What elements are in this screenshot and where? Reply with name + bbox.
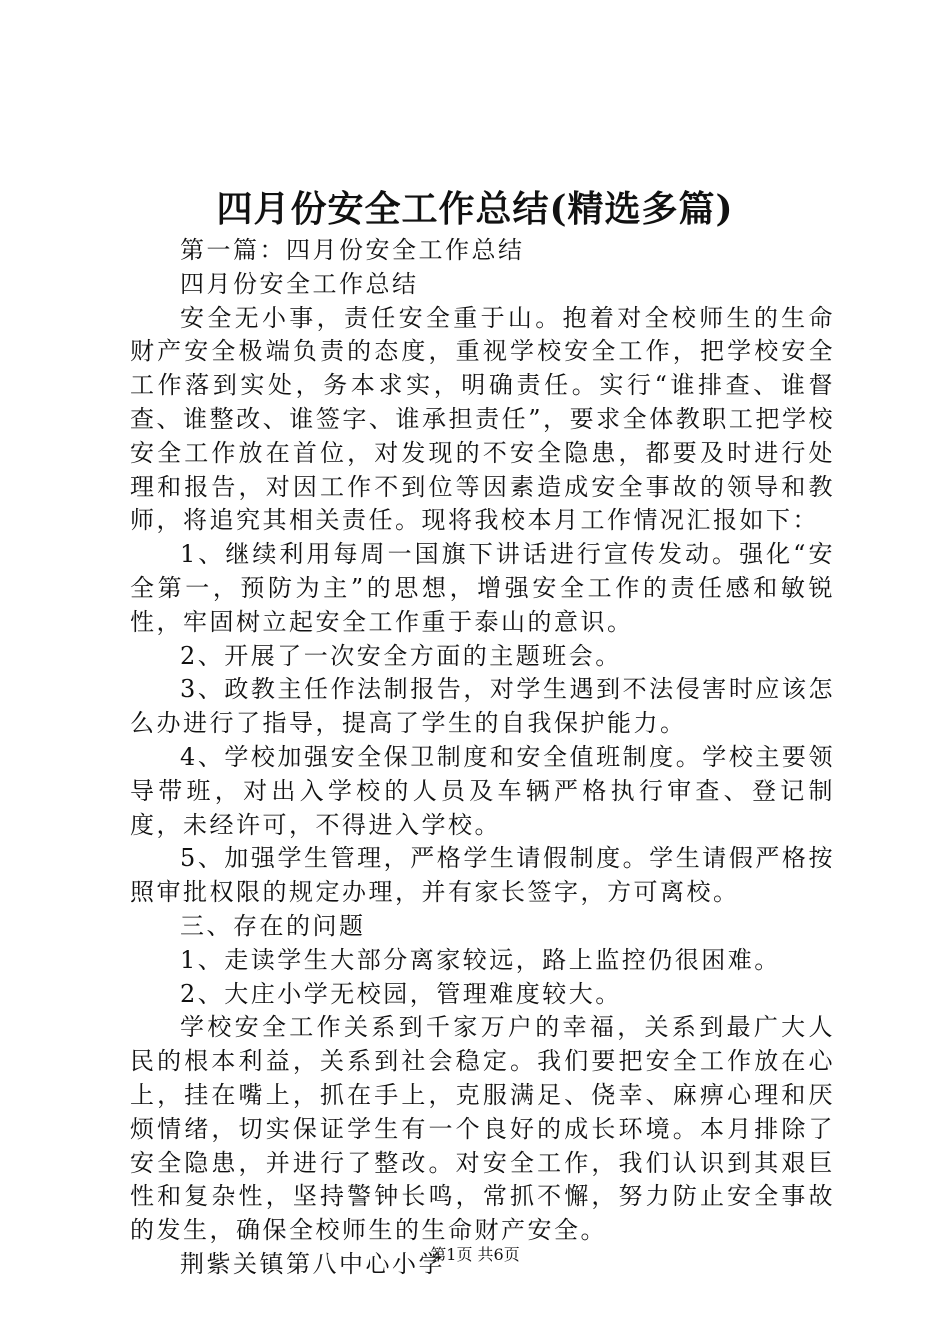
- list-item-1: 1、继续利用每周一国旗下讲话进行宣传发动。强化“安全第一，预防为主”的思想，增强安全工作的责任感和敏锐性，牢固树立起安全工作重于泰山的意识。: [130, 540, 835, 636]
- problem-item-1: 1、走读学生大部分离家较远，路上监控仍很困难。: [180, 945, 781, 974]
- problem-item-2: 2、大庄小学无校园，管理难度较大。: [180, 979, 622, 1008]
- problems-heading: 三、存在的问题: [180, 911, 366, 940]
- page-footer: 第1页 共6页: [430, 1245, 520, 1264]
- subtitle: 四月份安全工作总结: [180, 269, 419, 298]
- list-item-2: 2、开展了一次安全方面的主题班会。: [180, 641, 622, 670]
- list-item-4: 4、学校加强安全保卫制度和安全值班制度。学校主要领导带班，对出入学校的人员及车辆严格执行审查、登记制度，未经许可，不得进入学校。: [130, 742, 835, 839]
- list-item-3: 3、政教主任作法制报告，对学生遇到不法侵害时应该怎么办进行了指导，提高了学生的自我保护能力。: [130, 675, 835, 738]
- document-body: [130, 234, 835, 1282]
- document-title: 四月份安全工作总结(精选多篇): [216, 188, 734, 230]
- list-item-5: 5、加强学生管理，严格学生请假制度。学生请假严格按照审批权限的规定办理，并有家长签字，方可离校。: [130, 844, 835, 907]
- paragraph-conclusion: 学校安全工作关系到千家万户的幸福，关系到最广大人民的根本利益，关系到社会稳定。我们要把安全工作放在心上，挂在嘴上，抓在手上，克服满足、侥幸、麻痹心理和厌烦情绪，切实保证学生有一个良好的成长环境。本月排除了安全隐患，并进行了整改。对安全工作，我们认识到其艰巨性和复杂性，坚持警钟长鸣，常抓不懈，努力防止安全事故的发生，确保全校师生的生命财产安全。: [130, 1013, 835, 1245]
- section-heading: 第一篇：四月份安全工作总结: [180, 236, 525, 264]
- paragraph-intro: 安全无小事，责任安全重于山。抱着对全校师生的生命财产安全极端负责的态度，重视学校安全工作，把学校安全工作落到实处，务本求实，明确责任。实行“谁排查、谁督查、谁整改、谁签字、谁承担责任”，要求全体教职工把学校安全工作放在首位，对发现的不安全隐患，都要及时进行处理和报告，对因工作不到位等因素造成安全事故的领导和教师，将追究其相关责任。现将我校本月工作情况汇报如下：: [130, 303, 835, 535]
- signature: 荆紫关镇第八中心小学: [180, 1249, 445, 1278]
